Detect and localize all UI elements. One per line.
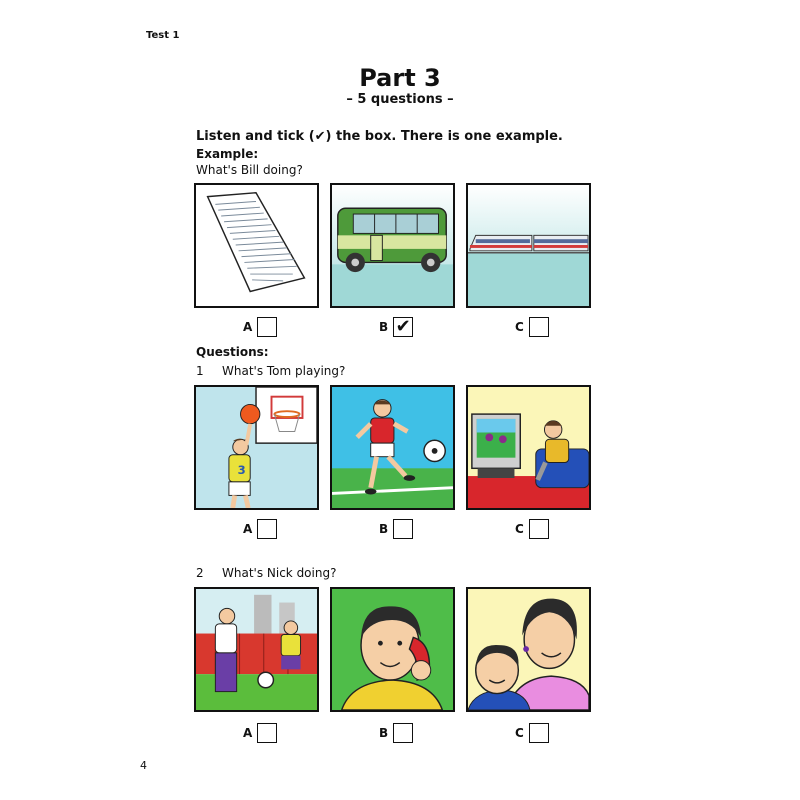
svg-text:3: 3 — [237, 463, 246, 478]
example-question: What's Bill doing? — [196, 163, 303, 177]
question-2-text: What's Nick doing? — [222, 566, 337, 580]
q2-option-a[interactable] — [243, 723, 277, 743]
example-option-a[interactable] — [243, 317, 277, 337]
tick-box[interactable] — [529, 519, 549, 539]
page-title: Part 3 — [359, 64, 441, 92]
option-letter: C — [515, 320, 524, 334]
option-letter: B — [379, 320, 389, 334]
q1-option-b[interactable] — [379, 519, 413, 539]
tick-box-checked[interactable] — [393, 317, 413, 337]
question-1-number: 1 — [196, 364, 204, 378]
example-label: Example: — [196, 147, 259, 161]
question-2-number: 2 — [196, 566, 204, 580]
option-letter: A — [243, 320, 253, 334]
tick-mark-icon: ✔ — [395, 316, 411, 337]
q2-picture-a-garden-football — [194, 587, 319, 712]
example-picture-a-document — [194, 183, 319, 308]
q1-picture-b-football — [330, 385, 455, 510]
tick-box[interactable] — [257, 723, 277, 743]
option-letter: A — [243, 522, 253, 536]
option-letter: A — [243, 726, 253, 740]
option-letter: C — [515, 522, 524, 536]
option-letter: C — [515, 726, 524, 740]
option-letter: B — [379, 522, 389, 536]
tick-box[interactable] — [529, 317, 549, 337]
question-1-text: What's Tom playing? — [222, 364, 346, 378]
page-subtitle: – 5 questions – — [346, 92, 454, 107]
q1-picture-c-watching-tv — [466, 385, 591, 510]
tick-box[interactable] — [529, 723, 549, 743]
tick-box[interactable] — [257, 317, 277, 337]
tick-box[interactable] — [393, 723, 413, 743]
q2-picture-c-mother — [466, 587, 591, 712]
page-number: 4 — [140, 759, 147, 772]
example-picture-b-bus — [330, 183, 455, 308]
option-letter: B — [379, 726, 389, 740]
example-option-c[interactable] — [515, 317, 549, 337]
test-label: Test 1 — [146, 30, 180, 41]
q1-option-a[interactable] — [243, 519, 277, 539]
example-picture-c-train — [466, 183, 591, 308]
q1-option-c[interactable] — [515, 519, 549, 539]
tick-box[interactable] — [393, 519, 413, 539]
q1-picture-a-basketball — [194, 385, 319, 510]
example-option-b[interactable] — [379, 317, 413, 337]
q2-option-c[interactable] — [515, 723, 549, 743]
q2-option-b[interactable] — [379, 723, 413, 743]
q2-picture-b-phone — [330, 587, 455, 712]
questions-label: Questions: — [196, 345, 269, 359]
instruction-text: Listen and tick (✔) the box. There is one example. — [196, 129, 563, 144]
tick-box[interactable] — [257, 519, 277, 539]
